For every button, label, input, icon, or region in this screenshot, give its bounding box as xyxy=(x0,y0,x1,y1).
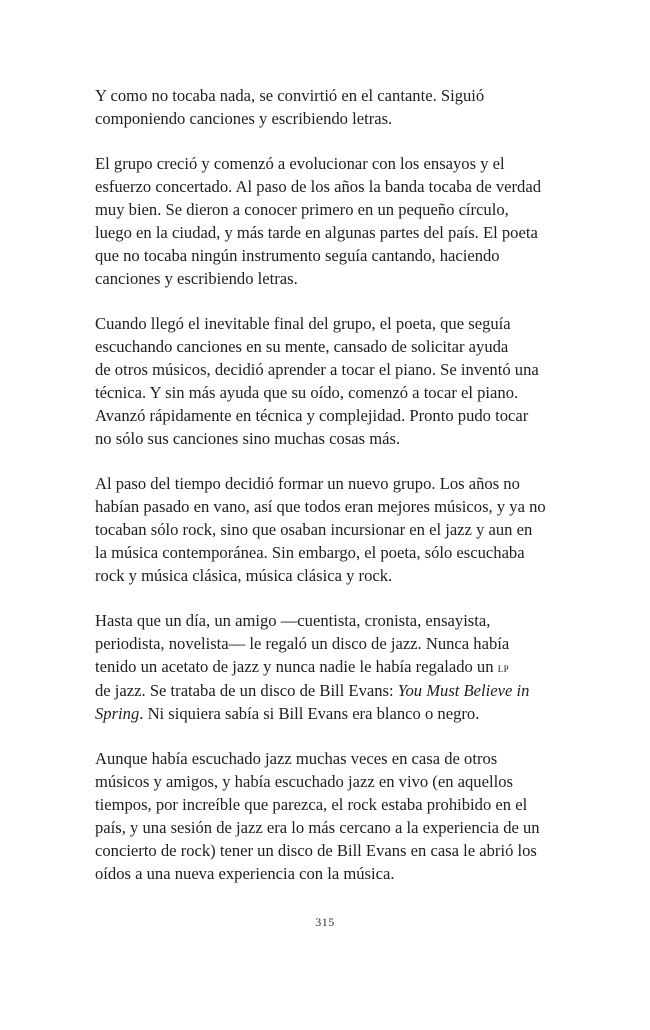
text-line: de otros músicos, decidió aprender a tocar el piano. Se inventó una xyxy=(95,360,539,379)
page-number: 315 xyxy=(315,915,335,929)
text-line: la música contemporánea. Sin embargo, el poeta, sólo escuchaba xyxy=(95,543,525,562)
text-line: que no tocaba ningún instrumento seguía cantando, haciendo xyxy=(95,246,500,265)
text-line: no sólo sus canciones sino muchas cosas más. xyxy=(95,429,401,448)
text-line: habían pasado en vano, así que todos eran mejores músicos, y ya no xyxy=(95,497,546,516)
paragraph-2 xyxy=(95,152,563,290)
page-body xyxy=(95,84,563,907)
text-line: canciones y escribiendo letras. xyxy=(95,269,298,288)
paragraph-4 xyxy=(95,472,563,587)
text-line xyxy=(95,679,563,702)
text-line: músicos y amigos, y había escuchado jazz en vivo (en aquellos xyxy=(95,772,513,791)
text-line: oídos a una nueva experiencia con la música. xyxy=(95,864,395,883)
text-line: muy bien. Se dieron a conocer primero en un pequeño círculo, xyxy=(95,200,509,219)
text-line: Cuando llegó el inevitable final del grupo, el poeta, que seguía xyxy=(95,314,511,333)
text-line: Aunque había escuchado jazz muchas veces en casa de otros xyxy=(95,749,498,768)
text-line: esfuerzo concertado. Al paso de los años la banda tocaba de verdad xyxy=(95,177,542,196)
text-segment: de jazz. Se trataba de un disco de Bill Evans: xyxy=(95,681,394,700)
paragraph-6 xyxy=(95,747,563,885)
album-title: You Must Believe in xyxy=(397,681,530,700)
text-line: periodista, novelista— le regaló un disco de jazz. Nunca había xyxy=(95,634,510,653)
text-line: Al paso del tiempo decidió formar un nuevo grupo. Los años no xyxy=(95,474,520,493)
text-line: Avanzó rápidamente en técnica y complejidad. Pronto pudo tocar xyxy=(95,406,529,425)
text-segment: tenido un acetato de jazz y nunca nadie le había regalado un xyxy=(95,657,494,676)
paragraph-5 xyxy=(95,609,563,725)
text-line: rock y música clásica, música clásica y rock. xyxy=(95,566,393,585)
text-line: El grupo creció y comenzó a evolucionar con los ensayos y el xyxy=(95,154,505,173)
text-line: Hasta que un día, un amigo —cuentista, cronista, ensayista, xyxy=(95,611,491,630)
text-line: concierto de rock) tener un disco de Bill Evans en casa le abrió los xyxy=(95,841,537,860)
text-line: técnica. Y sin más ayuda que su oído, comenzó a tocar el piano. xyxy=(95,383,519,402)
paragraph-1 xyxy=(95,84,563,130)
paragraph-3 xyxy=(95,312,563,450)
text-line: componiendo canciones y escribiendo letras. xyxy=(95,109,393,128)
text-line: escuchando canciones en su mente, cansado de solicitar ayuda xyxy=(95,337,509,356)
text-line xyxy=(95,655,563,679)
album-title-cont: Spring xyxy=(95,704,140,723)
text-line: tocaban sólo rock, sino que osaban incursionar en el jazz y aun en xyxy=(95,520,533,539)
lp-abbreviation: lp xyxy=(497,660,510,675)
text-line: país, y una sesión de jazz era lo más cercano a la experiencia de un xyxy=(95,818,540,837)
text-line: luego en la ciudad, y más tarde en algunas partes del país. El poeta xyxy=(95,223,538,242)
text-line: tiempos, por increíble que parezca, el rock estaba prohibido en el xyxy=(95,795,528,814)
text-line xyxy=(95,702,563,725)
text-line: Y como no tocaba nada, se convirtió en el cantante. Siguió xyxy=(95,86,485,105)
text-segment: . Ni siquiera sabía si Bill Evans era blanco o negro. xyxy=(139,704,480,723)
